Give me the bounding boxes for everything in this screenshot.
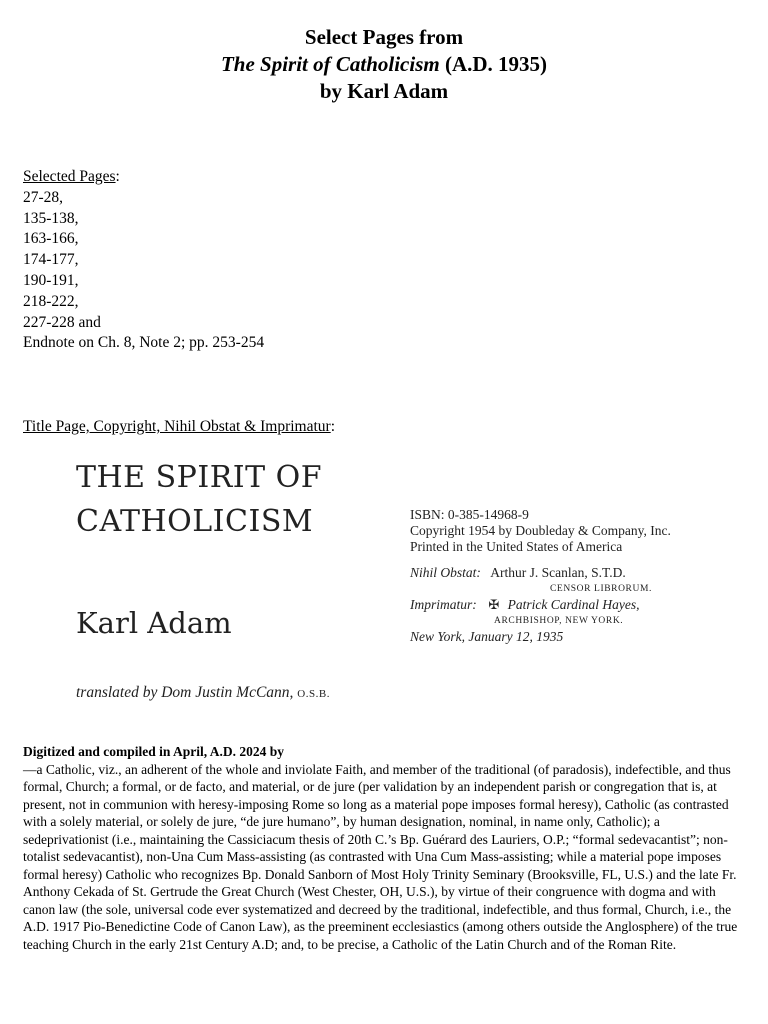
nihil-obstat-label: Nihil Obstat: (410, 565, 481, 580)
digitization-heading: Digitized and compiled in April, A.D. 2024 by (23, 744, 285, 759)
imprimatur-name: Patrick Cardinal Hayes, (507, 597, 640, 612)
scanned-book-title-line-2: CATHOLICISM (76, 504, 314, 539)
scanned-translator (76, 684, 330, 702)
page-range-item: 174-177, (23, 251, 79, 269)
translator-order: O.S.B. (297, 688, 330, 700)
title-line-2 (0, 51, 768, 78)
nihil-obstat-line (410, 565, 750, 581)
printed-line: Printed in the United States of America (410, 539, 623, 554)
scanned-book-author: Karl Adam (76, 606, 232, 640)
imprimatur-label: Imprimatur: (410, 597, 477, 612)
page-range-item: 190-191, (23, 271, 79, 289)
isbn-line: ISBN: 0-385-14968-9 (410, 507, 529, 522)
page-range-item: 27-28, (23, 188, 64, 206)
selected-pages-section (23, 167, 723, 354)
copyright-line: Copyright 1954 by Doubleday & Company, Inc. (410, 523, 671, 538)
translator-text: translated by Dom Justin McCann, (76, 684, 294, 701)
selected-pages-heading (23, 167, 723, 188)
title-page-colon: : (330, 418, 336, 435)
digitization-body: —a Catholic, viz., an adherent of the whole and inviolate Faith, and member of the traditional (of paradosis), indefectible, and thus formal, Church; a formal, or de facto, and material, or de jure (per validation by an independent parish or congregation that is, at present, not in communion with heresy-imposing Rome so long as a material pope imposes formal heresy), Catholic (as contrasted with a solely material, or solely de jure, “de jure humano”, by human designation, nominal, in name only, Catholic); a sedeprivationist (i.e., maintaining the Cassiciacum thesis of 20th C.’s Bp. Guérard des Lauriers, O.P.; “formal sedevacantist”; non-totalist sedevacantist), non-Una Cum Mass-assisting (as contrasted with Una Cum Mass-assisting; while a material pope imposes formal heresy) Catholic who recognizes Bp. Donald Sanborn of Most Holy Trinity Seminary (Brooksville, FL, U.S.) and the late Fr. Anthony Cekada of St. Gertrude the Great Church (West Chester, OH, U.S.), by virtue of their congruence with dogma and with canon law (the sole, universal code ever systematized and decreed by the traditional, indefectible, and thus formal, Church, i.e., the A.D. 1917 Pio-Benedictine Code of Canon Law), as the preeminent ecclesiastics (among others outside the Anglosphere) of the true teaching Church in the early 21st Century A.D; and, to be precise, a Catholic of the Latin Church and of the Roman Rite. (23, 761, 738, 952)
selected-pages-colon: : (115, 168, 120, 185)
scanned-book-title-line-1: THE SPIRIT OF (76, 460, 323, 495)
scanned-copyright-block (410, 507, 750, 645)
page-range-item: 218-222, (23, 292, 79, 310)
nihil-obstat-role: CENSOR LIBRORUM. (550, 584, 652, 594)
page-range-item: Endnote on Ch. 8, Note 2; pp. 253-254 (23, 334, 265, 352)
title-line-1: Select Pages from (304, 25, 464, 49)
scanned-title-page (76, 456, 406, 701)
cross-icon: ✠ (488, 597, 500, 612)
title-page-label: Title Page, Copyright, Nihil Obstat & Imprimatur (23, 418, 331, 435)
selected-pages-label: Selected Pages (23, 168, 116, 185)
page-range-item: 135-138, (23, 209, 79, 227)
imprimatur-line (410, 597, 750, 613)
book-name-italic: The Spirit of Catholicism (220, 52, 440, 76)
page-range-item: 163-166, (23, 230, 79, 248)
imprimatur-role: ARCHBISHOP, NEW YORK. (494, 616, 624, 626)
digitization-note (23, 743, 748, 953)
title-page-heading (23, 417, 723, 437)
title-line-3: by Karl Adam (319, 79, 449, 103)
title-year: (A.D. 1935) (439, 52, 548, 76)
place-date-line: New York, January 12, 1935 (410, 629, 564, 644)
page-range-item: 227-228 and (23, 313, 101, 331)
nihil-obstat-name: Arthur J. Scanlan, S.T.D. (490, 565, 626, 580)
document-title (0, 24, 768, 105)
